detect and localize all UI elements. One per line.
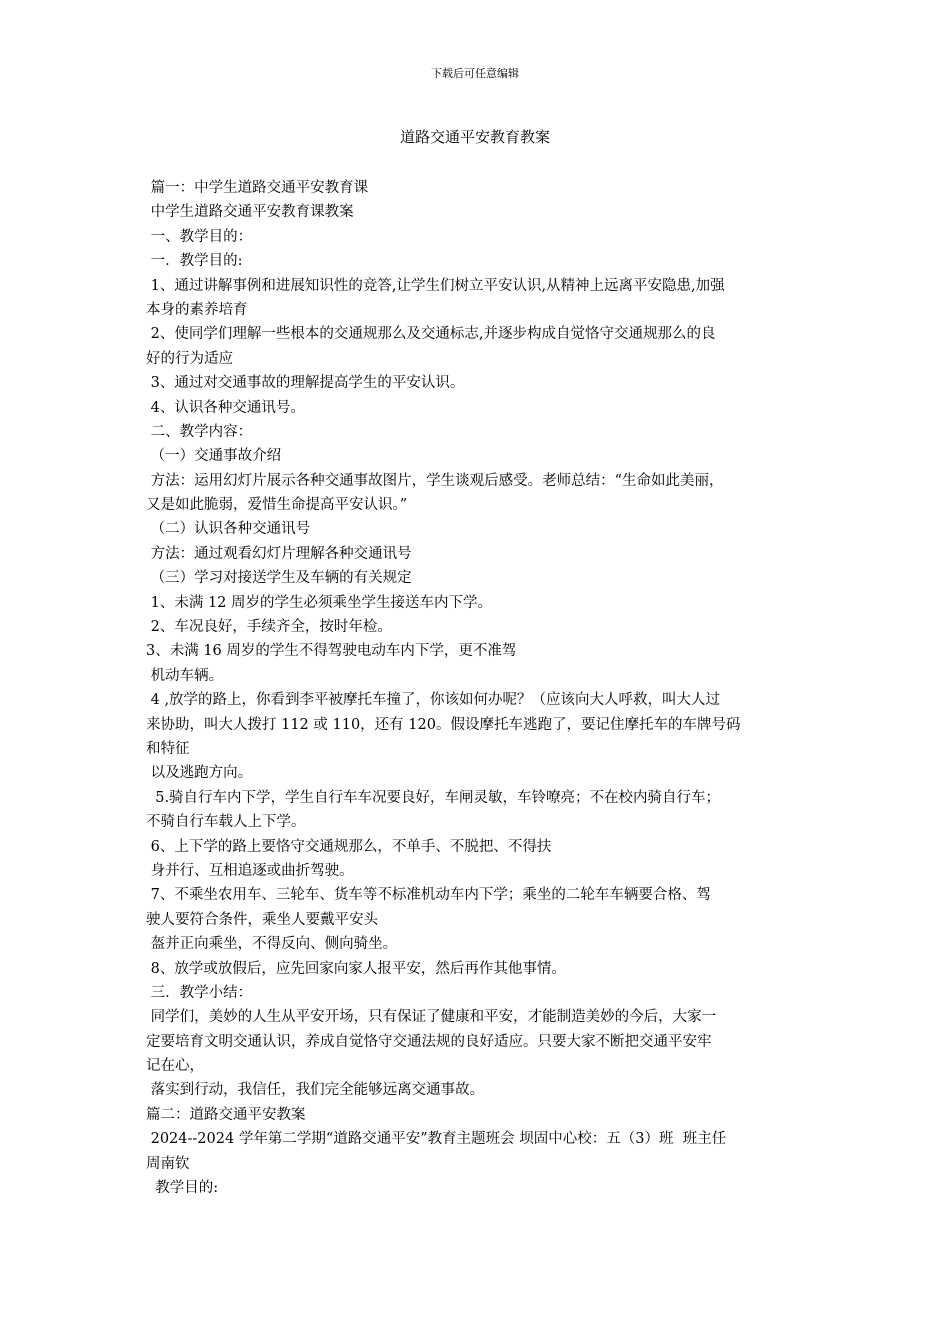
text-line: 不骑自行车载人上下学。	[146, 814, 306, 831]
text-line: 身并行、互相追逐或曲折驾驶。	[146, 862, 354, 879]
header-note: 下载后可任意编辑	[431, 67, 519, 80]
text-line: 5.骑自行车内下学，学生自行车车况要良好，车闸灵敏，车铃嘹亮；不在校内骑自行车；	[146, 789, 721, 806]
text-line: 方法：运用幻灯片展示各种交通事故图片，学生谈观后感受。老师总结：“生命如此美丽，	[146, 472, 724, 489]
text-line: 8、放学或放假后，应先回家向家人报平安，然后再作其他事情。	[146, 960, 566, 977]
text-line: 2、车况良好，手续齐全，按时年检。	[146, 619, 392, 636]
text-line: 2、使同学们理解一些根本的交通规那么及交通标志,并逐步构成自觉恪守交通规那么的良	[146, 326, 716, 343]
text-line: 二、教学内容：	[146, 423, 253, 440]
text-line: 篇二：道路交通平安教案	[146, 1106, 306, 1123]
text-line: 6、上下学的路上要恪守交通规那么，不单手、不脱把、不得扶	[146, 838, 552, 855]
text-line: 3、通过对交通事故的理解提高学生的平安认识。	[146, 375, 465, 392]
text-line: 来协助，叫大人拨打 112 或 110，还有 120。假设摩托车逃跑了，要记住摩托车的车牌号码	[146, 716, 741, 733]
text-line: 盔并正向乘坐，不得反向、侧向骑坐。	[146, 936, 398, 953]
document-title: 道路交通平安教育教案	[399, 128, 550, 146]
text-line: 又是如此脆弱，爱惜生命提高平安认识。”	[146, 497, 408, 514]
document-body	[146, 176, 818, 1200]
text-line: 驶人要符合条件，乘坐人要戴平安头	[146, 911, 378, 928]
text-line: 同学们，美妙的人生从平安开场，只有保证了健康和平安，才能制造美妙的今后，大家一	[146, 1009, 717, 1026]
text-line: 7、不乘坐农用车、三轮车、货车等不标准机动车内下学；乘坐的二轮车车辆要合格、驾	[146, 887, 711, 904]
text-line: 方法：通过观看幻灯片理解各种交通讯号	[146, 545, 412, 562]
text-line: 1、通过讲解事例和进展知识性的竞答,让学生们树立平安认识,从精神上远离平安隐患,加强	[146, 277, 725, 294]
text-line: 以及逃跑方向。	[146, 765, 253, 782]
text-line: （一）交通事故介绍	[146, 448, 282, 465]
text-line: 一、教学目的：	[146, 228, 253, 245]
text-line: 周南钦	[146, 1155, 190, 1172]
text-line: 2024--2024 学年第二学期“道路交通平安”教育主题班会 坝固中心校：五（3）班 班主任	[146, 1131, 727, 1148]
text-line: 篇一：中学生道路交通平安教育课	[146, 180, 369, 196]
text-line: 3、未满 16 周岁的学生不得驾驶电动车内下学，更不准驾	[146, 643, 517, 660]
text-line: 中学生道路交通平安教育课教案	[146, 204, 354, 221]
text-line: 4 ,放学的路上，你看到李平被摩托车撞了，你该如何办呢？（应该向大人呼救，叫大人过	[146, 692, 721, 709]
text-line: 教学目的:	[146, 1180, 219, 1197]
text-line: （三）学习对接送学生及车辆的有关规定	[146, 570, 412, 587]
text-line: 一．教学目的:	[146, 253, 243, 270]
text-line: 定要培育文明交通认识，养成自觉恪守交通法规的良好适应。只要大家不断把交通平安牢	[146, 1033, 712, 1050]
text-line: 1、未满 12 周岁的学生必须乘坐学生接送车内下学。	[146, 594, 493, 611]
text-line: 本身的素养培育	[146, 301, 248, 318]
text-line: 好的行为适应	[146, 350, 233, 367]
text-line: 三．教学小结：	[146, 984, 253, 1001]
text-line: 和特征	[146, 740, 190, 757]
text-line: 落实到行动，我信任，我们完全能够远离交通事故。	[146, 1082, 485, 1099]
text-line: （二）认识各种交通讯号	[146, 521, 311, 538]
text-line: 机动车辆。	[146, 667, 224, 684]
text-line: 记在心，	[146, 1058, 204, 1075]
text-line: 4、认识各种交通讯号。	[146, 399, 305, 416]
